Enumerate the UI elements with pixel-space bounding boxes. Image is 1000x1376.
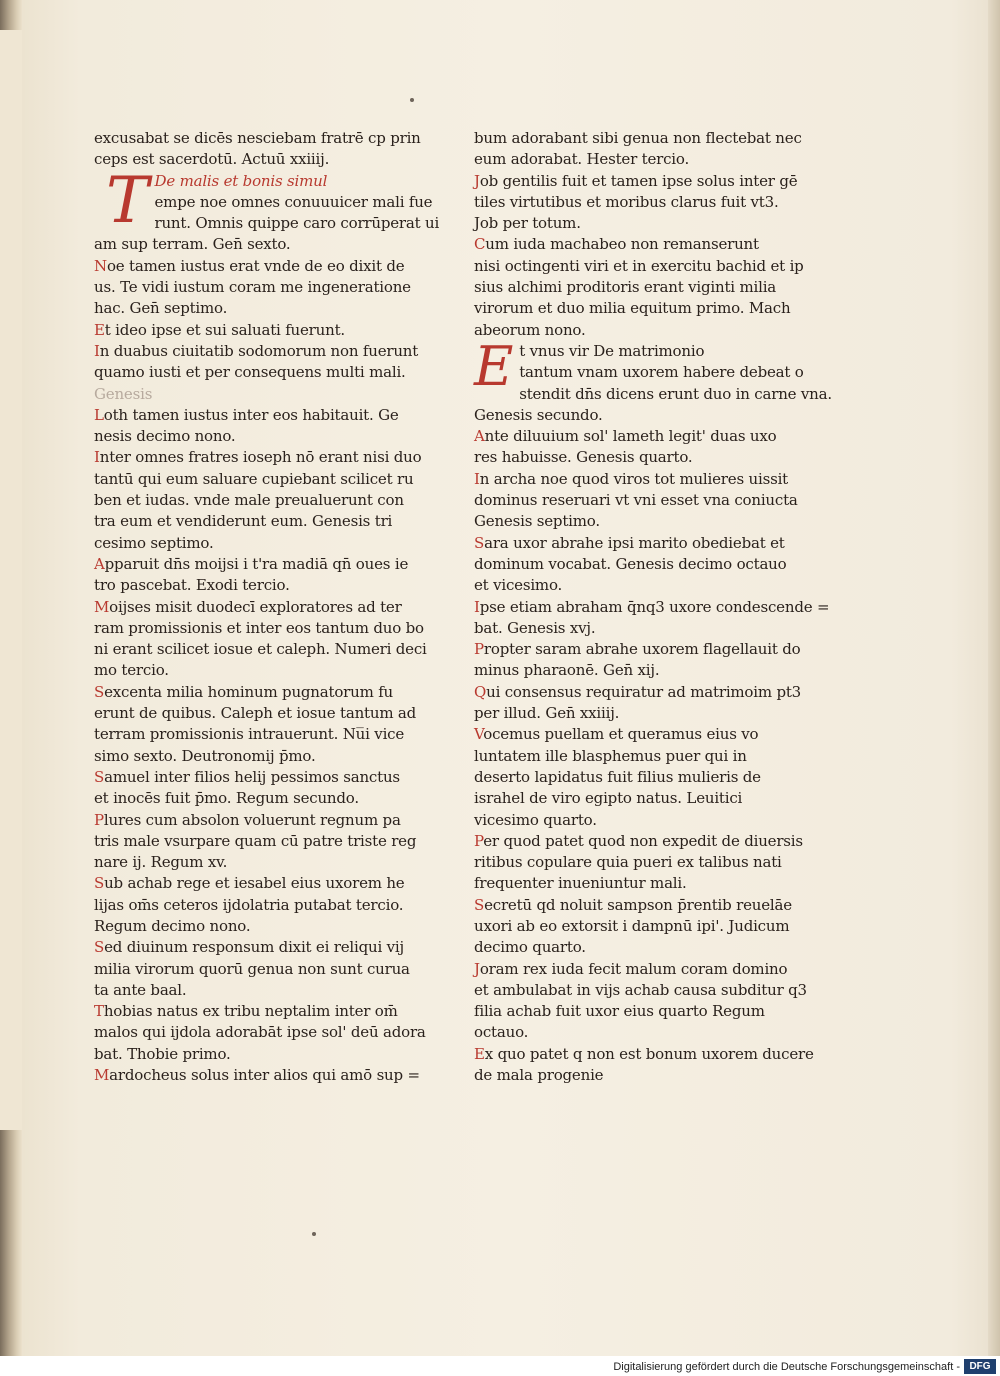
section-rubric: De malis et bonis simul [154,171,328,190]
text-line: Plures cum absolon voluerunt regnum pa [94,810,401,829]
text-line: us. Te vidi iustum coram me ingeneratione [94,278,411,297]
text-line: Regum decimo nono. [94,916,251,935]
text-line: nare ij. Regum xv. [94,853,228,872]
text-line: Sub achab rege et iesabel eius uxorem he [94,874,405,893]
text-line: tro pascebat. Exodi tercio. [94,576,290,595]
text-line: hac. Gen̄ septimo. [94,299,228,318]
text-line: quamo iusti et per consequens multi mali. [94,363,406,382]
text-line: nisi octingenti viri et in exercitu bachid et ip [474,256,804,275]
text-line: et vicesimo. [474,576,563,595]
text-line: sius alchimi proditoris erant viginti milia [474,278,777,297]
text-line: lijas om̄s ceteros ijdolatria putabat tercio. [94,895,404,914]
text-line: ritibus copulare quia pueri ex talibus nati [474,853,782,872]
text-line: frequenter inueniuntur mali. [474,874,687,893]
text-line: minus pharaonē. Gen̄ xij. [474,661,660,680]
text-line: simo sexto. Deutronomij p̄mo. [94,746,316,765]
drop-initial: E [474,334,514,398]
text-line: ta ante baal. [94,980,187,999]
text-line: Thobias natus ex tribu neptalim inter om̄ [94,1002,398,1021]
text-line: runt. Omnis quippe caro corrūperat ui [154,214,440,233]
text-line: de mala progenie [474,1066,604,1085]
paper-speck [410,98,414,102]
text-line: Vocemus puellam et queramus eius vo [474,725,759,744]
text-line: dominus reseruari vt vni esset vna coniucta [474,491,798,510]
text-line: terram promissionis intrauerunt. Nu̅i vice [94,725,405,744]
text-line: filia achab fuit uxor eius quarto Regum [474,1002,765,1021]
text-line: tantū qui eum saluare cupiebant scilicet ru [94,469,414,488]
text-line: israhel de viro egipto natus. Leuitici [474,789,743,808]
text-line: Noe tamen iustus erat vnde de eo dixit de [94,256,405,275]
text-line: Sed diuinum responsum dixit ei reliqui vij [94,938,404,957]
text-line: Cum iuda machabeo non remanserunt [474,235,759,254]
text-line: Et ideo ipse et sui saluati fuerunt. [94,320,345,339]
text-line: tantum vnam uxorem habere debeat o [519,363,804,382]
right-text-column [474,128,832,1086]
text-line: luntatem ille blasphemus puer qui in [474,746,747,765]
text-line: Propter saram abrahe uxorem flagellauit do [474,640,801,659]
text-line: Apparuit dn̄s moijsi i t'ra madiā qn̄ oues ie [94,554,409,573]
faded-text-line: Genesis [94,384,153,403]
text-line: eum adorabat. Hester tercio. [474,150,690,169]
text-line: mo tercio. [94,661,169,680]
text-line: ram promissionis et inter eos tantum duo bo [94,618,424,637]
text-line: uxori ab eo extorsit i dampnū ipi'. Judicum [474,916,790,935]
text-line: tris male vsurpare quam cū patre triste reg [94,831,417,850]
text-line: malos qui ijdola adorabāt ipse sol' deū adora [94,1023,426,1042]
text-line: dominum vocabat. Genesis decimo octauo [474,554,787,573]
text-line: vicesimo quarto. [474,810,597,829]
text-line: Genesis septimo. [474,512,600,531]
text-line: In archa noe quod viros tot mulieres uissit [474,469,788,488]
left-text-column [94,128,440,1086]
text-line: Loth tamen iustus inter eos habitauit. Ge [94,405,399,424]
text-line: tiles virtutibus et moribus clarus fuit vt3. [474,192,779,211]
text-line: am sup terram. Gen̄ sexto. [94,235,291,254]
text-line: Inter omnes fratres ioseph nō erant nisi duo [94,448,422,467]
text-line: et ambulabat in vijs achab causa subditur q3 [474,980,807,999]
heading-line: t vnus vir De matrimonio [519,341,705,360]
text-line: bum adorabant sibi genua non flectebat nec [474,129,802,147]
text-line: bat. Genesis xvj. [474,618,596,637]
text-line: virorum et duo milia equitum primo. Mach [474,299,791,318]
text-line: ni erant scilicet iosue et caleph. Numeri deci [94,640,427,659]
text-line: per illud. Gen̄ xxiiij. [474,704,620,723]
page-right-edge [988,0,1000,1356]
text-line: Ipse etiam abraham q̄nq3 uxore condescende = [474,597,830,616]
text-line: empe noe omnes conuuuicer mali fue [154,192,433,211]
text-line: ceps est sacerdotū. Actuū xxiiij. [94,150,330,169]
manuscript-page [22,0,1000,1356]
dfg-logo: DFG [964,1359,996,1374]
text-line: octauo. [474,1023,529,1042]
text-line: cesimo septimo. [94,533,214,552]
text-line: milia virorum quorū genua non sunt curua [94,959,410,978]
text-line: Ante diluuium sol' lameth legit' duas uxo [474,427,777,446]
text-line: res habuisse. Genesis quarto. [474,448,693,467]
text-line: stendit dn̄s dicens erunt duo in carne vna. [519,384,832,403]
text-line: decimo quarto. [474,938,586,957]
text-line: excusabat se dicēs nesciebam fratrē cp prin [94,129,421,147]
text-line: bat. Thobie primo. [94,1044,231,1063]
text-line: deserto lapidatus fuit filius mulieris de [474,767,761,786]
text-line: In duabus ciuitatib sodomorum non fuerunt [94,341,419,360]
text-line: nesis decimo nono. [94,427,236,446]
text-line: Per quod patet quod non expedit de diuersis [474,831,803,850]
text-line: Samuel inter filios helij pessimos sanctus [94,767,400,786]
text-line: Mardocheus solus inter alios qui amō sup = [94,1066,420,1085]
text-line: Moijses misit duodecī exploratores ad ter [94,597,402,616]
text-line: Job gentilis fuit et tamen ipse solus inter gē [474,171,798,190]
paper-speck [312,1232,316,1236]
drop-initial: T [106,163,149,238]
digitization-credit: Digitalisierung gefördert durch die Deutsche Forschungsgemeinschaft - [613,1361,960,1373]
text-line: Genesis secundo. [474,405,603,424]
footer-bar [0,1356,1000,1376]
text-line: Joram rex iuda fecit malum coram domino [474,959,788,978]
text-line: Secretū qd noluit sampson p̄rentib reuelāe [474,895,792,914]
text-line: Qui consensus requiratur ad matrimoim pt3 [474,682,802,701]
text-line: ben et iudas. vnde male preualuerunt con [94,491,404,510]
text-line: Sexcenta milia hominum pugnatorum fu [94,682,394,701]
text-line: et inocēs fuit p̄mo. Regum secundo. [94,789,359,808]
text-line: abeorum nono. [474,320,586,339]
text-line: erunt de quibus. Caleph et iosue tantum ad [94,704,417,723]
text-line: Sara uxor abrahe ipsi marito obediebat et [474,533,785,552]
text-line: Job per totum. [474,214,581,233]
previous-page-edge [0,30,23,1130]
text-line: Ex quo patet q non est bonum uxorem ducere [474,1044,814,1063]
text-line: tra eum et vendiderunt eum. Genesis tri [94,512,393,531]
